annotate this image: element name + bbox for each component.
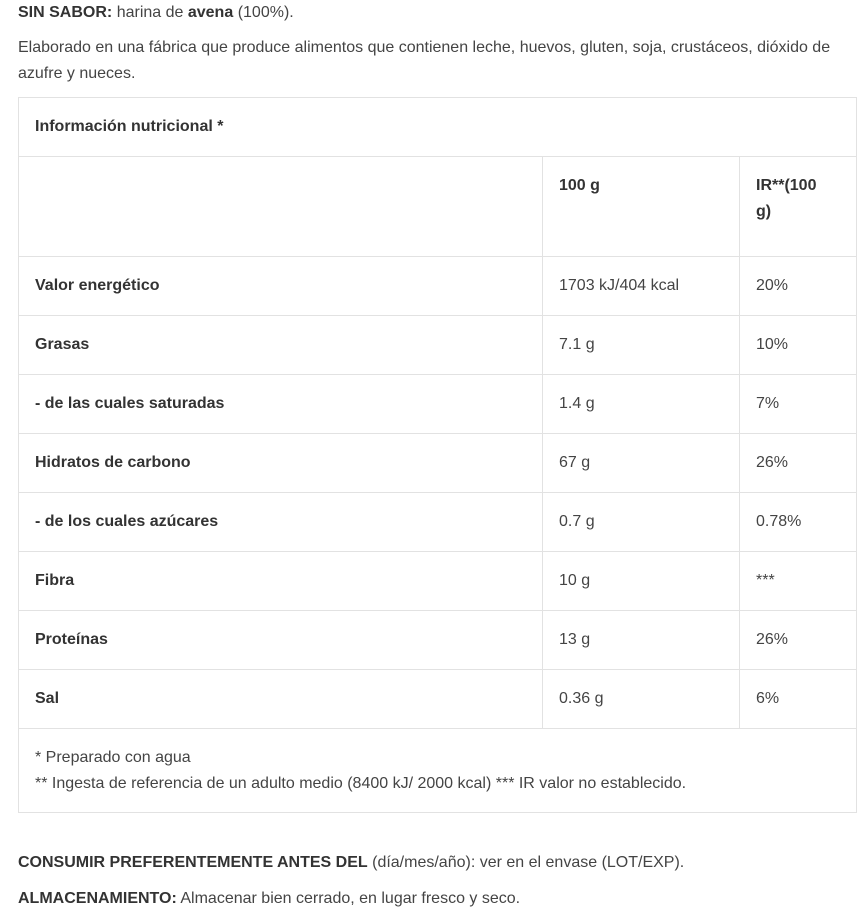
storage-line: [18, 886, 520, 912]
nutrient-per100: 1703 kJ/404 kcal: [543, 257, 740, 316]
nutrient-ir: 20%: [740, 257, 857, 316]
storage-text: Almacenar bien cerrado, en lugar fresco y seco.: [180, 890, 521, 907]
nutrient-label: Proteínas: [19, 611, 543, 670]
nutrient-label: Hidratos de carbono: [19, 434, 543, 493]
nutrient-label: - de las cuales saturadas: [19, 375, 543, 434]
nutrient-per100: 67 g: [543, 434, 740, 493]
table-footnotes: [19, 729, 857, 813]
table-row: [19, 375, 857, 434]
column-header-ir: [740, 157, 857, 257]
column-header-row: [19, 157, 857, 257]
nutrient-label: - de los cuales azúcares: [19, 493, 543, 552]
nutrient-label: Sal: [19, 670, 543, 729]
flavor-label: SIN SABOR:: [18, 4, 113, 21]
flavor-text-before: harina de: [116, 4, 184, 21]
table-title-row: [19, 98, 857, 157]
nutrient-ir: 10%: [740, 316, 857, 375]
nutrient-per100: 1.4 g: [543, 375, 740, 434]
allergen-notice: [18, 35, 848, 87]
table-row: [19, 316, 857, 375]
nutrient-per100: 0.36 g: [543, 670, 740, 729]
storage-label: ALMACENAMIENTO:: [18, 890, 177, 907]
allergen-line-1: Elaborado en una fábrica que produce alimentos que contienen leche, huevos, gluten, soja, crustáceos, dióxido de: [18, 39, 831, 56]
nutrient-per100: 7.1 g: [543, 316, 740, 375]
table-row: [19, 552, 857, 611]
column-header-100g: 100 g: [543, 157, 740, 257]
nutrient-label: Grasas: [19, 316, 543, 375]
flavor-text-after: (100%).: [237, 4, 294, 21]
table-row: [19, 611, 857, 670]
table-row: [19, 257, 857, 316]
best-before-text: (día/mes/año): ver en el envase (LOT/EXP).: [372, 854, 685, 871]
nutrient-ir: ***: [740, 552, 857, 611]
nutrient-ir: 7%: [740, 375, 857, 434]
table-row: [19, 670, 857, 729]
flavor-line: [18, 0, 294, 26]
table-footnote-row: [19, 729, 857, 813]
nutrition-table: [18, 97, 857, 813]
best-before-label: CONSUMIR PREFERENTEMENTE ANTES DEL: [18, 854, 368, 871]
column-header-ir-line1: IR**(100: [756, 177, 817, 194]
column-header-empty: [19, 157, 543, 257]
nutrient-ir: 0.78%: [740, 493, 857, 552]
nutrient-ir: 26%: [740, 611, 857, 670]
table-title: Información nutricional *: [19, 98, 857, 157]
allergen-line-2: azufre y nueces.: [18, 65, 136, 82]
best-before-line: [18, 850, 684, 876]
column-header-ir-line2: g): [756, 203, 772, 220]
nutrient-per100: 0.7 g: [543, 493, 740, 552]
flavor-ingredient: avena: [187, 4, 234, 21]
nutrient-ir: 6%: [740, 670, 857, 729]
nutrient-per100: 10 g: [543, 552, 740, 611]
table-row: [19, 434, 857, 493]
footnote-prepared: * Preparado con agua: [35, 748, 191, 766]
nutrient-label: Valor energético: [19, 257, 543, 316]
nutrient-label: Fibra: [19, 552, 543, 611]
nutrient-ir: 26%: [740, 434, 857, 493]
table-row: [19, 493, 857, 552]
nutrient-per100: 13 g: [543, 611, 740, 670]
footnote-reference-intake: ** Ingesta de referencia de un adulto medio (8400 kJ/ 2000 kcal) *** IR valor no establecido.: [35, 774, 687, 792]
